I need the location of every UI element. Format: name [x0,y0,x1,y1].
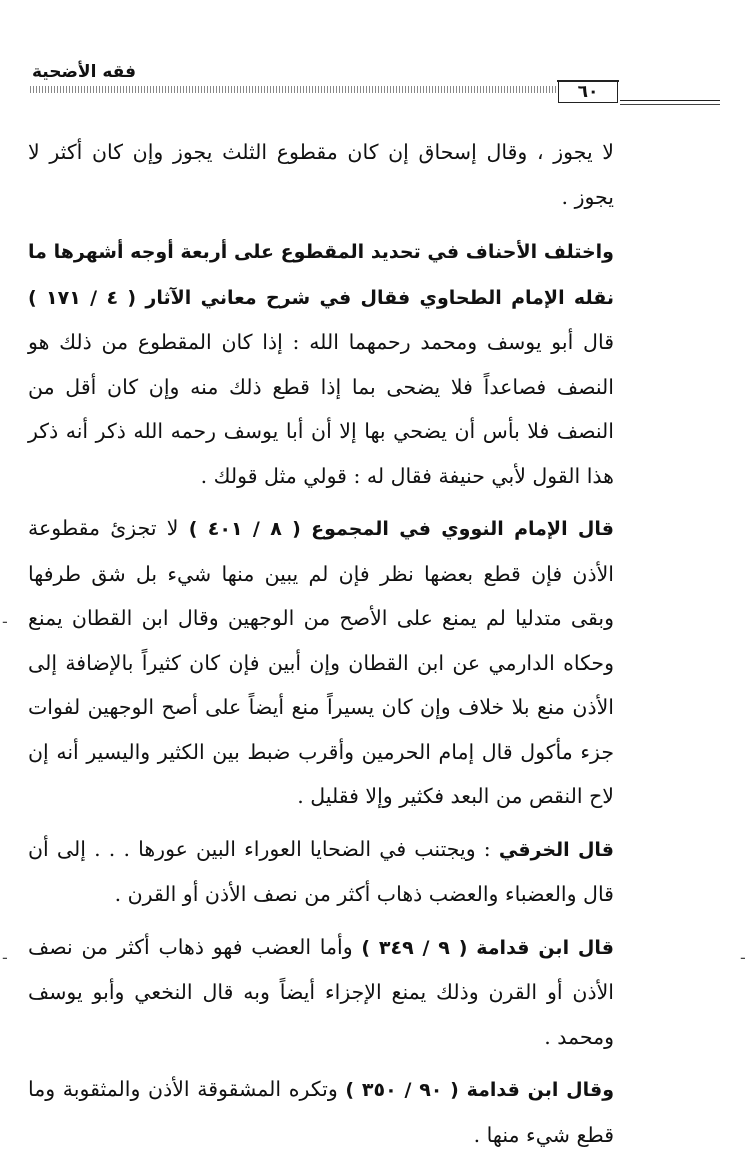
body-text [28,130,614,1165]
paragraph [28,827,614,917]
citation-heading: وقال ابن قدامة ( ٩٠ / ٣٥٠ ) [345,1079,614,1101]
paragraph [28,925,614,1060]
header-rule-thin [620,104,720,105]
margin-mark: - [740,948,746,967]
page-number: ٦٠ [558,80,618,103]
citation-heading: واختلف الأحناف في تحديد المقطوع على أربعة أوجه أشهرها ما نقله الإمام الطحاوي فقال في شرح معاني الآثار ( ٤ / ١٧١ ) [28,241,615,309]
page-header [22,56,732,116]
header-rule [620,100,720,101]
citation-heading: قال الخرقي [498,838,614,861]
paragraph [28,229,614,498]
margin-mark: - [2,612,8,631]
citation-heading: قال ابن قدامة ( ٩ / ٣٤٩ ) [361,936,614,959]
book-title: فقه الأضحية [32,62,137,82]
margin-mark: - [2,948,8,967]
text-span: وأما العضب فهو ذهاب أكثر من نصف الأذن أو القرن وذلك يمنع الإجزاء أيضاً وبه قال النخعي وأبو يوسف ومحمد . [28,934,614,1049]
paragraph [28,506,614,819]
text-span: : ويجتنب في الضحايا العوراء البين عورها . . . إلى أن قال والعضباء والعضب ذهاب أكثر من نصف الأذن أو القرن . [28,836,614,906]
text-span: لا يجوز ، وقال إسحاق إن كان مقطوع الثلث يجوز وإن كان أكثر لا يجوز . [28,140,614,209]
header-ornament [30,86,558,93]
text-span: وتكره المشقوقة الأذن والمثقوبة وما قطع شيء منها . [28,1077,614,1147]
text-span: قال أبو يوسف ومحمد رحمهما الله : إذا كان المقطوع من ذلك هو النصف فصاعداً فلا يضحى بما إذا قطع ذلك منه وإن كان أقل من النصف فلا بأس أن يضحي بها إلا أن أبا يوسف رحمه الله ذكر أنه ذكر هذا القول لأبي حنيفة فقال له : قولي مثل قولك . [28,330,614,488]
paragraph [28,1067,614,1157]
paragraph [28,130,614,219]
text-span: لا تجزئ مقطوعة الأذن فإن قطع بعضها نظر فإن لم يبين منها شيء بل شق طرفها وبقى متدليا لم يمنع على الأصح من الوجهين وقال ابن القطان يمنع وحكاه الدارمي عن ابن القطان وإن أبين فإن كان كثيراً بالإضافة إلى الأذن منع بلا خلاف وإن كان يسيراً منع أيضاً على أصح الوجهين لفوات جزء مأكول قال إمام الحرمين وأقرب ضبط بين الكثير واليسير أنه إن لاح النقص من البعد فكثير وإلا فقليل . [28,516,614,808]
citation-heading: قال الإمام النووي في المجموع ( ٨ / ٤٠١ ) [188,518,614,540]
